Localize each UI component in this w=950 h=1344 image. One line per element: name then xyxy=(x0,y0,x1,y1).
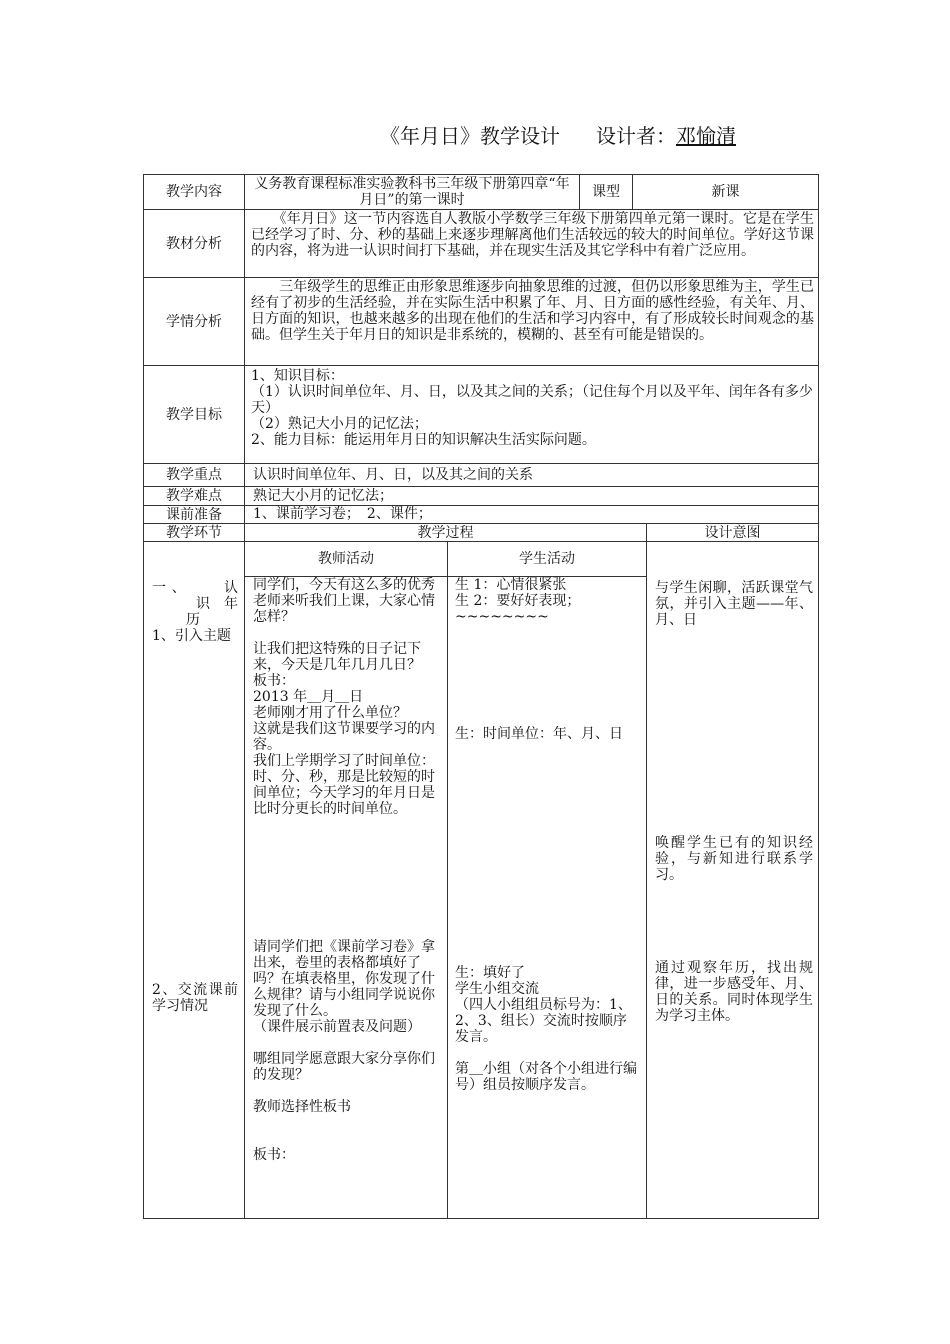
goals-label: 教学目标 xyxy=(166,406,222,423)
intent-2: 唤醒学生已有的知识经验，与新知进行联系学习。 xyxy=(655,835,813,883)
title-text: 《年月日》教学设计 xyxy=(380,124,560,148)
student-activity-3: 生：填好了 学生小组交流 （四人小组组员标号为：1、2、3、组长）交流时按顺序发言。 第＿小组（对各个小组进行编号）组员按顺序发言。 xyxy=(455,965,637,1093)
intent-3: 通过观察年历，找出规律，进一步感受年、月、日的关系。同时体现学生为学习主体。 xyxy=(655,960,813,1024)
goal-line: 2、能力目标：能运用年月日的知识解决生活实际问题。 xyxy=(251,432,596,448)
student-header: 学生活动 xyxy=(519,551,575,567)
goal-line: （2）熟记大小月的记忆法； xyxy=(251,416,428,432)
prep-label: 课前准备 xyxy=(166,506,222,523)
focus-label: 教学重点 xyxy=(166,467,222,483)
intent-1: 与学生闲聊，活跃课堂气氛，并引入主题——年、月、日 xyxy=(655,580,813,628)
material-label: 教材分析 xyxy=(166,235,222,252)
difficulty-text: 熟记大小月的记忆法； xyxy=(253,488,393,504)
designer-name: 邓愉清 xyxy=(676,124,736,148)
type-label: 课型 xyxy=(592,184,620,200)
teacher-activity-2: 请同学们把《课前学习卷》拿出来，卷里的表格都填好了吗？在填表格里，你发现了什么规律？请与小组同学说说你发现了什么。 （课件展示前置表及问题） 哪组同学愿意跟大家分享你们的发现？ 教师选择性板书 板书： xyxy=(253,939,435,1163)
stage-1-line: 一、 认 xyxy=(152,580,238,596)
prep-text: 1、课前学习卷； 2、课件； xyxy=(253,506,432,522)
student-activity-1: 生 1：心情很紧张 生 2：要好好表现； ~~~~~~~~ xyxy=(455,577,581,625)
designer-label: 设计者： xyxy=(596,124,676,148)
content-label: 教学内容 xyxy=(166,184,222,200)
teacher-header: 教师活动 xyxy=(318,551,374,567)
goals-list xyxy=(251,368,814,463)
stage-1-line: 历 xyxy=(186,612,200,628)
stage-header: 教学环节 xyxy=(166,524,222,541)
goal-line: 1、知识目标： xyxy=(251,368,344,384)
stage-1 xyxy=(152,580,238,680)
goal-line: （1）认识时间单位年、月、日，以及其之间的关系；（记住每个月以及平年、闰年各有多少天） xyxy=(251,384,813,416)
intent-header: 设计意图 xyxy=(704,524,761,541)
focus-text: 认识时间单位年、月、日，以及其之间的关系 xyxy=(253,467,533,483)
type-value: 新课 xyxy=(711,184,740,200)
stage-2: 2、交流课前学习情况 xyxy=(152,982,238,1014)
content-value: 义务教育课程标准实验教科书三年级下册第四章“年月日”的第一课时 xyxy=(254,176,570,208)
process-header: 教学过程 xyxy=(417,524,474,541)
students-text: 三年级学生的思维正由形象思维逐步向抽象思维的过渡，但仍以形象思维为主，学生已经有了初步的生活经验，并在实际生活中积累了年、月、日方面的感性经验，有关年、月、日方面的知识，也越来越多的出现在他们的生活和学习内容中，有了形成较长时间观念的基础。但学生关于年月日的知识是非系统的，模糊的、甚至有可能是错误的。 xyxy=(251,279,814,343)
student-activity-2: 生：时间单位：年、月、日 xyxy=(455,726,623,742)
teacher-activity-1: 同学们，今天有这么多的优秀老师来听我们上课，大家心情怎样？ 让我们把这特殊的日子记下来，今天是几年几月几日？ 板书： 2013 年＿月＿日 老师刚才用了什么单位？ 这就是我们这节课要学习的内容。 我们上学期学习了时间单位：时、分、秒，那是比较短的时间单位；今天学习的年月日是比时分更长的时间单位。 xyxy=(253,577,435,817)
material-text: 《年月日》这一节内容选自人教版小学数学三年级下册第四单元第一课时。它是在学生已经学习了时、分、秒的基础上来逐步理解离他们生活较远的较大的时间单位。学好这节课的内容，将为进一认识时间打下基础，并在现实生活及其它学科中有着广泛应用。 xyxy=(251,211,814,259)
students-label: 学情分析 xyxy=(166,313,222,330)
stage-1-line: 识 年 xyxy=(196,596,238,612)
stage-1-sub: 1、引入主题 xyxy=(152,628,231,644)
document-title xyxy=(380,120,736,149)
difficulty-label: 教学难点 xyxy=(166,488,222,504)
